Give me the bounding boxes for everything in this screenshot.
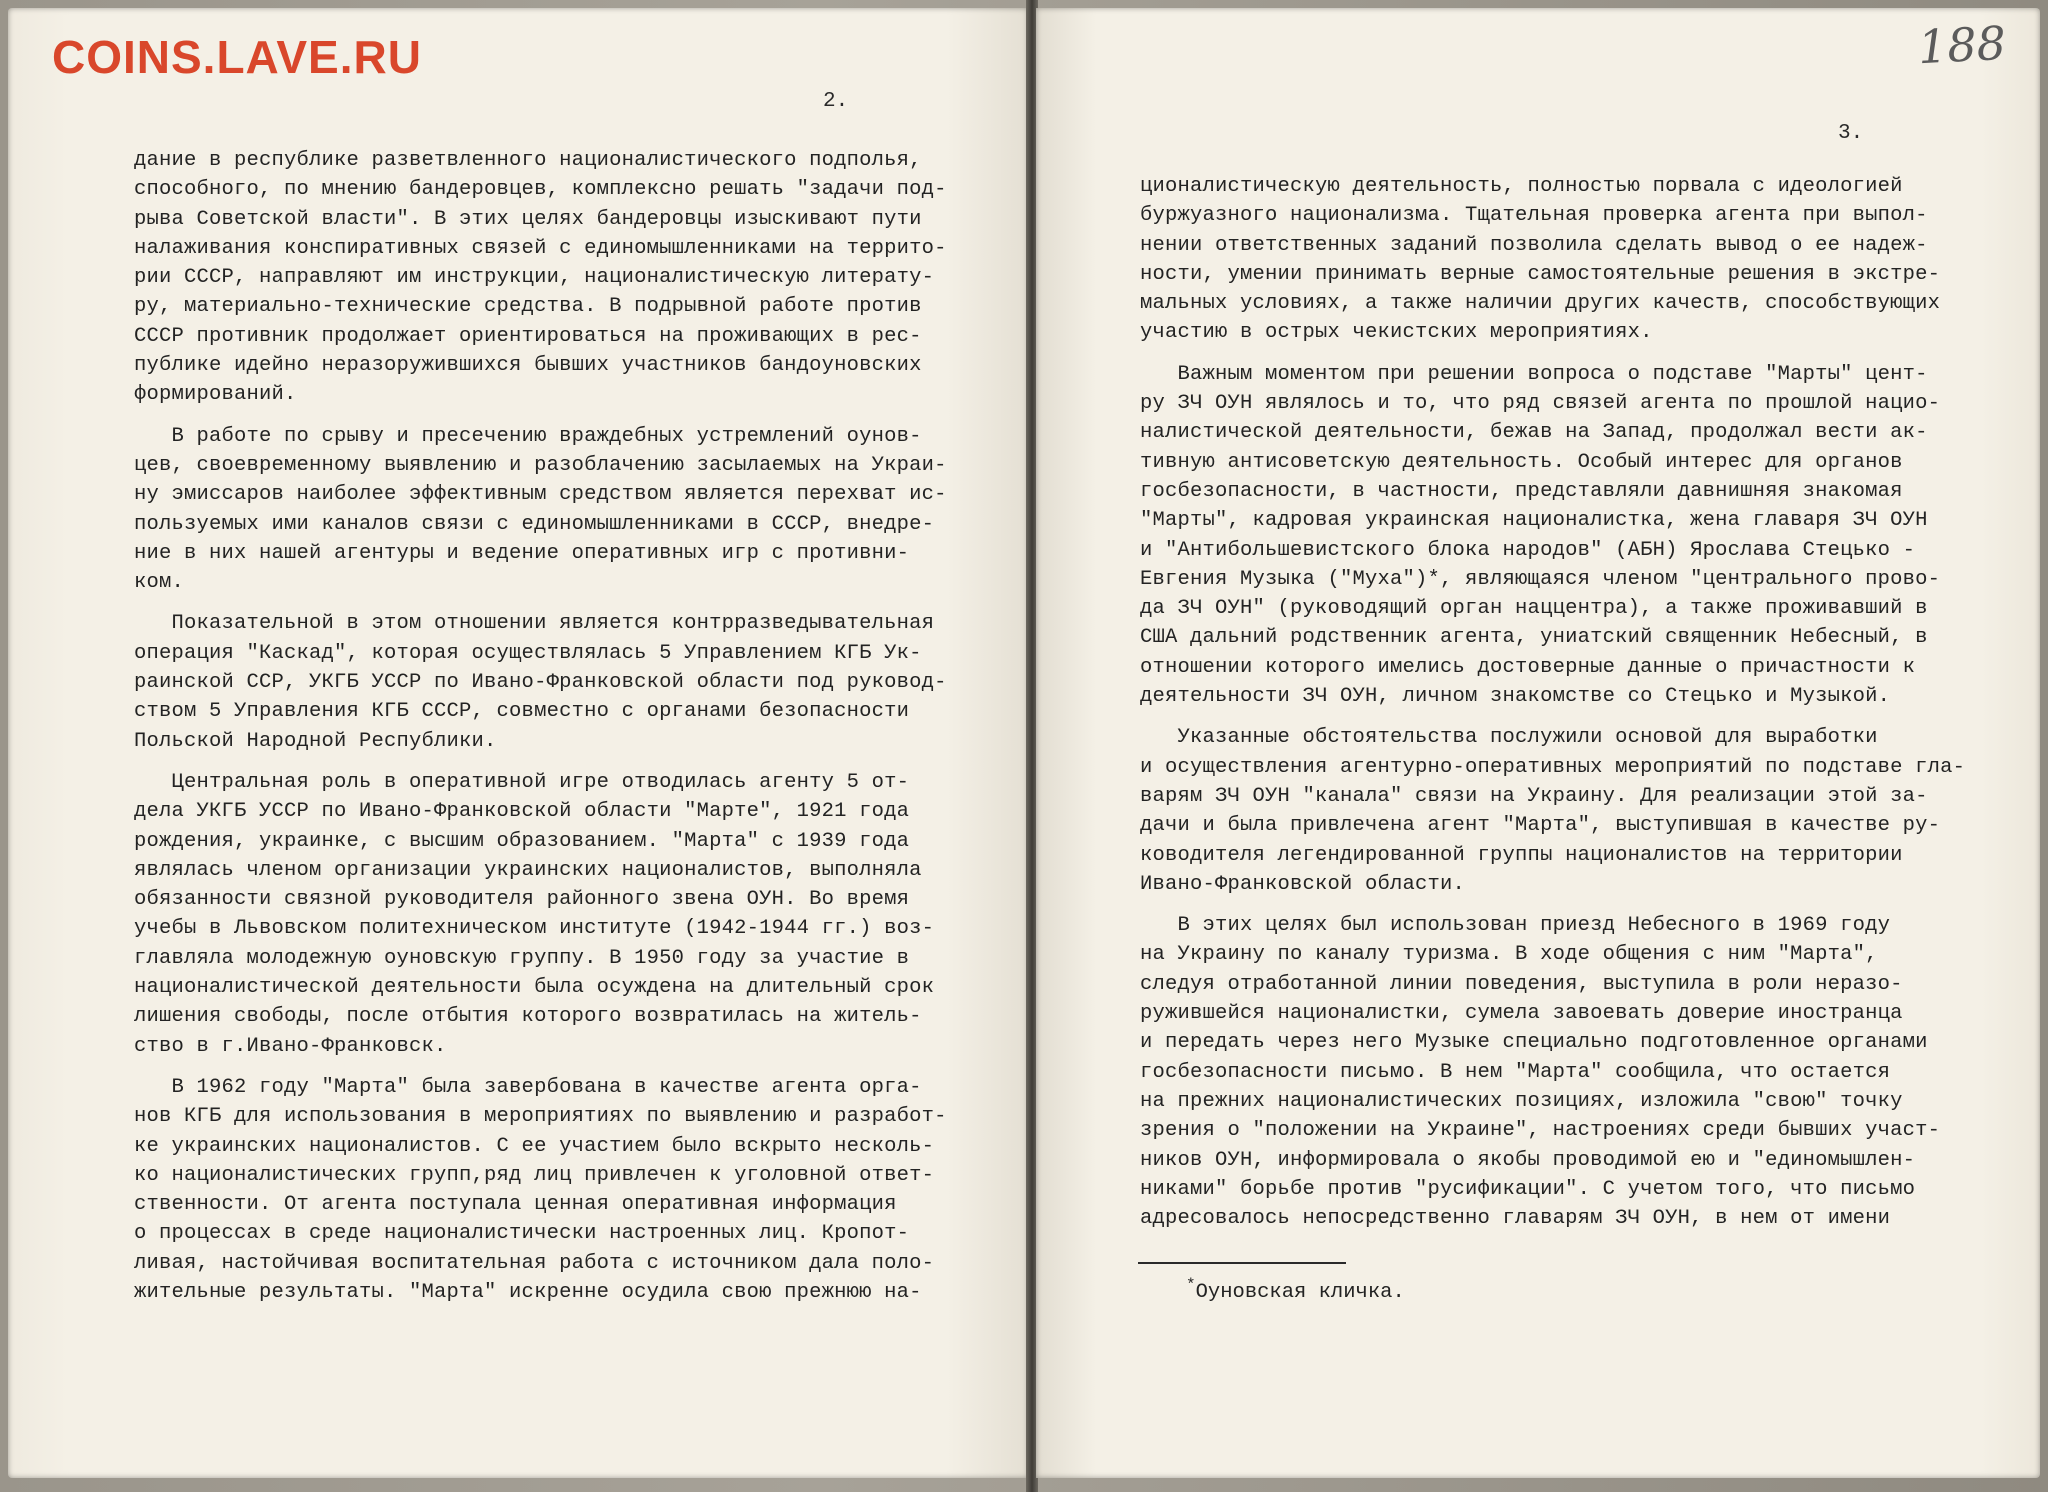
text-line: тивную антисоветскую деятельность. Особый интерес для органов — [1140, 450, 1903, 474]
text-line: да ЗЧ ОУН" (руководящий орган наццентра), а также проживавший в — [1140, 597, 1928, 621]
text-line: ком. — [134, 571, 185, 595]
text-line: В этих целях был использован приезд Небесного в 1969 году — [1140, 914, 1891, 938]
text-line: ственности. От агента поступала ценная оперативная информация — [134, 1193, 897, 1217]
right-page-text — [1140, 172, 2020, 1233]
paragraph — [1140, 360, 2020, 712]
text-line: мальных условиях, а также наличии других качеств, способствующих — [1140, 292, 1941, 316]
text-line: участию в острых чекистских мероприятиях. — [1140, 321, 1653, 345]
text-line: Важным моментом при решении вопроса о подставе "Марты" цент- — [1140, 362, 1928, 386]
paragraph-gap — [134, 1061, 1014, 1073]
footnote-mark: * — [1186, 1276, 1196, 1294]
paragraph-gap — [134, 597, 1014, 609]
paragraph — [134, 422, 1014, 598]
text-line: налаживания конспиративных связей с единомышленниками на террито- — [134, 236, 947, 260]
text-line: формирований. — [134, 383, 297, 407]
paragraph — [1140, 723, 2020, 899]
text-line: обязанности связной руководителя районного звена ОУН. Во время — [134, 888, 910, 912]
left-page-text — [134, 146, 1014, 1307]
text-line: способного, по мнению бандеровцев, комплексно решать "задачи под- — [134, 178, 947, 202]
text-line: дачи и была привлечена агент "Марта", выступившая в качестве ру- — [1140, 814, 1941, 838]
text-line: дание в республике разветвленного националистического подполья, — [134, 149, 922, 172]
text-line: нении ответственных заданий позволила сделать вывод о ее надеж- — [1140, 233, 1928, 257]
text-line: ности, умении принимать верные самостоятельные решения в экстре- — [1140, 262, 1941, 286]
paragraph — [1140, 911, 2020, 1233]
text-line: и осуществления агентурно-оперативных мероприятий по подставе гла- — [1140, 755, 1966, 779]
text-line: ну эмиссаров наиболее эффективным средством является перехват ис- — [134, 483, 947, 507]
text-line: ние в них нашей агентуры и ведение оперативных игр с противни- — [134, 541, 910, 565]
text-line: и "Антибольшевистского блока народов" (АБН) Ярослава Стецько - — [1140, 538, 1916, 562]
text-line: рождения, украинке, с высшим образованием. "Марта" с 1939 года — [134, 829, 910, 853]
text-line: Центральная роль в оперативной игре отводилась агенту 5 от- — [134, 770, 910, 794]
text-line: Показательной в этом отношении является контрразведывательная — [134, 612, 935, 636]
text-line: В 1962 году "Марта" была завербована в качестве агента орга- — [134, 1075, 922, 1099]
text-line: ливая, настойчивая воспитательная работа с источником дала поло- — [134, 1251, 935, 1275]
right-page-number: 3. — [1838, 122, 1864, 145]
text-line: дела УКГБ УССР по Ивано-Франковской области "Марте", 1921 года — [134, 800, 910, 824]
text-line: ружившейся националистки, сумела завоевать доверие иностранца — [1140, 1002, 1903, 1026]
text-line: СССР противник продолжает ориентироваться на проживающих в рес- — [134, 324, 922, 348]
text-line: и передать через него Музыке специально подготовленное органами — [1140, 1031, 1928, 1055]
text-line: Указанные обстоятельства послужили основой для выработки — [1140, 726, 1878, 750]
paragraph — [134, 146, 1014, 410]
text-line: "Марты", кадровая украинская националистка, жена главаря ЗЧ ОУН — [1140, 509, 1928, 533]
text-line: рии СССР, направляют им инструкции, националистическую литерату- — [134, 266, 935, 290]
paragraph-gap — [1140, 899, 2020, 911]
text-line: следуя отработанной линии поведения, выступила в роли неразо- — [1140, 972, 1903, 996]
text-line: нов КГБ для использования в мероприятиях по выявлению и разработ- — [134, 1105, 947, 1129]
archive-number: 188 — [1916, 15, 2008, 75]
text-line: публике идейно неразоружившихся бывших участников бандоуновских — [134, 354, 922, 378]
text-line: ке украинских националистов. С ее участием было вскрыто несколь- — [134, 1134, 935, 1158]
text-line: зрения о "положении на Украине", настроениях среди бывших участ- — [1140, 1119, 1941, 1143]
text-line: буржуазного национализма. Тщательная проверка агента при выпол- — [1140, 204, 1928, 228]
text-line: ру, материально-технические средства. В подрывной работе против — [134, 295, 922, 319]
text-line: на Украину по каналу туризма. В ходе общения с ним "Марта", — [1140, 943, 1878, 967]
text-line: Евгения Музыка ("Муха")*, являющаяся членом "центрального прово- — [1140, 567, 1941, 591]
text-line: госбезопасности письмо. В нем "Марта" сообщила, что остается — [1140, 1060, 1891, 1084]
paragraph — [134, 1073, 1014, 1307]
text-line: адресовалось непосредственно главарям ЗЧ ОУН, в нем от имени — [1140, 1207, 1891, 1231]
paragraph-gap — [134, 756, 1014, 768]
text-line: учебы в Львовском политехническом институте (1942-1944 гг.) воз- — [134, 917, 935, 941]
text-line: налистической деятельности, бежав на Запад, продолжал вести ак- — [1140, 421, 1928, 445]
text-line: ко националистических групп,ряд лиц привлечен к уголовной ответ- — [134, 1163, 935, 1187]
text-line: варям ЗЧ ОУН "канала" связи на Украину. Для реализации этой за- — [1140, 784, 1928, 808]
text-line: ру ЗЧ ОУН являлось и то, что ряд связей агента по прошлой нацио- — [1140, 392, 1941, 416]
text-line: жительные результаты. "Марта" искренне осудила свою прежнюю на- — [134, 1280, 922, 1304]
text-line: отношении которого имелись достоверные данные о причастности к — [1140, 655, 1916, 679]
text-line: США дальний родственник агента, униатский священник Небесный, в — [1140, 626, 1928, 650]
text-line: операция "Каскад", которая осуществлялась 5 Управлением КГБ Ук- — [134, 641, 922, 665]
text-line: на прежних националистических позициях, изложила "свою" точку — [1140, 1089, 1903, 1113]
text-line: главляла молодежную оуновскую группу. В 1950 году за участие в — [134, 946, 910, 970]
watermark: COINS.LAVE.RU — [52, 31, 422, 83]
text-line: националистической деятельности была осуждена на длительный срок — [134, 976, 935, 1000]
text-line: ководителя легендированной группы националистов на территории — [1140, 843, 1903, 867]
paragraph-gap — [134, 410, 1014, 422]
text-line: рыва Советской власти". В этих целях бандеровцы изыскивают пути — [134, 207, 922, 231]
text-line: лишения свободы, после отбытия которого возвратилась на житель- — [134, 1005, 922, 1029]
paragraph-gap — [1140, 711, 2020, 723]
text-line: раинской ССР, УКГБ УССР по Ивано-Франковской области под руковод- — [134, 671, 947, 695]
left-page-number: 2. — [823, 90, 849, 113]
paragraph-gap — [1140, 348, 2020, 360]
text-line: В работе по срыву и пресечению враждебных устремлений оунов- — [134, 424, 922, 448]
paragraph — [134, 609, 1014, 755]
text-line: пользуемых ими каналов связи с единомышленниками в СССР, внедре- — [134, 512, 935, 536]
text-line: никами" борьбе против "русификации". С учетом того, что письмо — [1140, 1177, 1916, 1201]
text-line: Польской Народной Республики. — [134, 729, 497, 753]
footnote-rule — [1138, 1262, 1346, 1264]
paragraph — [134, 768, 1014, 1061]
text-line: ников ОУН, информировала о якобы проводимой ею и "единомышлен- — [1140, 1148, 1916, 1172]
text-line: госбезопасности, в частности, представляли давнишняя знакомая — [1140, 479, 1903, 503]
text-line: ционалистическую деятельность, полностью порвала с идеологией — [1140, 175, 1903, 198]
footnote — [1186, 1276, 1405, 1304]
text-line: ство в г.Ивано-Франковск. — [134, 1034, 447, 1058]
text-line: являлась членом организации украинских националистов, выполняла — [134, 858, 922, 882]
text-line: ством 5 Управления КГБ СССР, совместно с органами безопасности — [134, 700, 910, 724]
text-line: цев, своевременному выявлению и разоблачению засылаемых на Украи- — [134, 453, 947, 477]
text-line: Ивано-Франковской области. — [1140, 872, 1466, 896]
footnote-text: Оуновская кличка. — [1195, 1280, 1405, 1304]
text-line: о процессах в среде националистически настроенных лиц. Кропот- — [134, 1222, 910, 1246]
paragraph — [1140, 172, 2020, 348]
text-line: деятельности ЗЧ ОУН, личном знакомстве со Стецько и Музыкой. — [1140, 685, 1891, 709]
